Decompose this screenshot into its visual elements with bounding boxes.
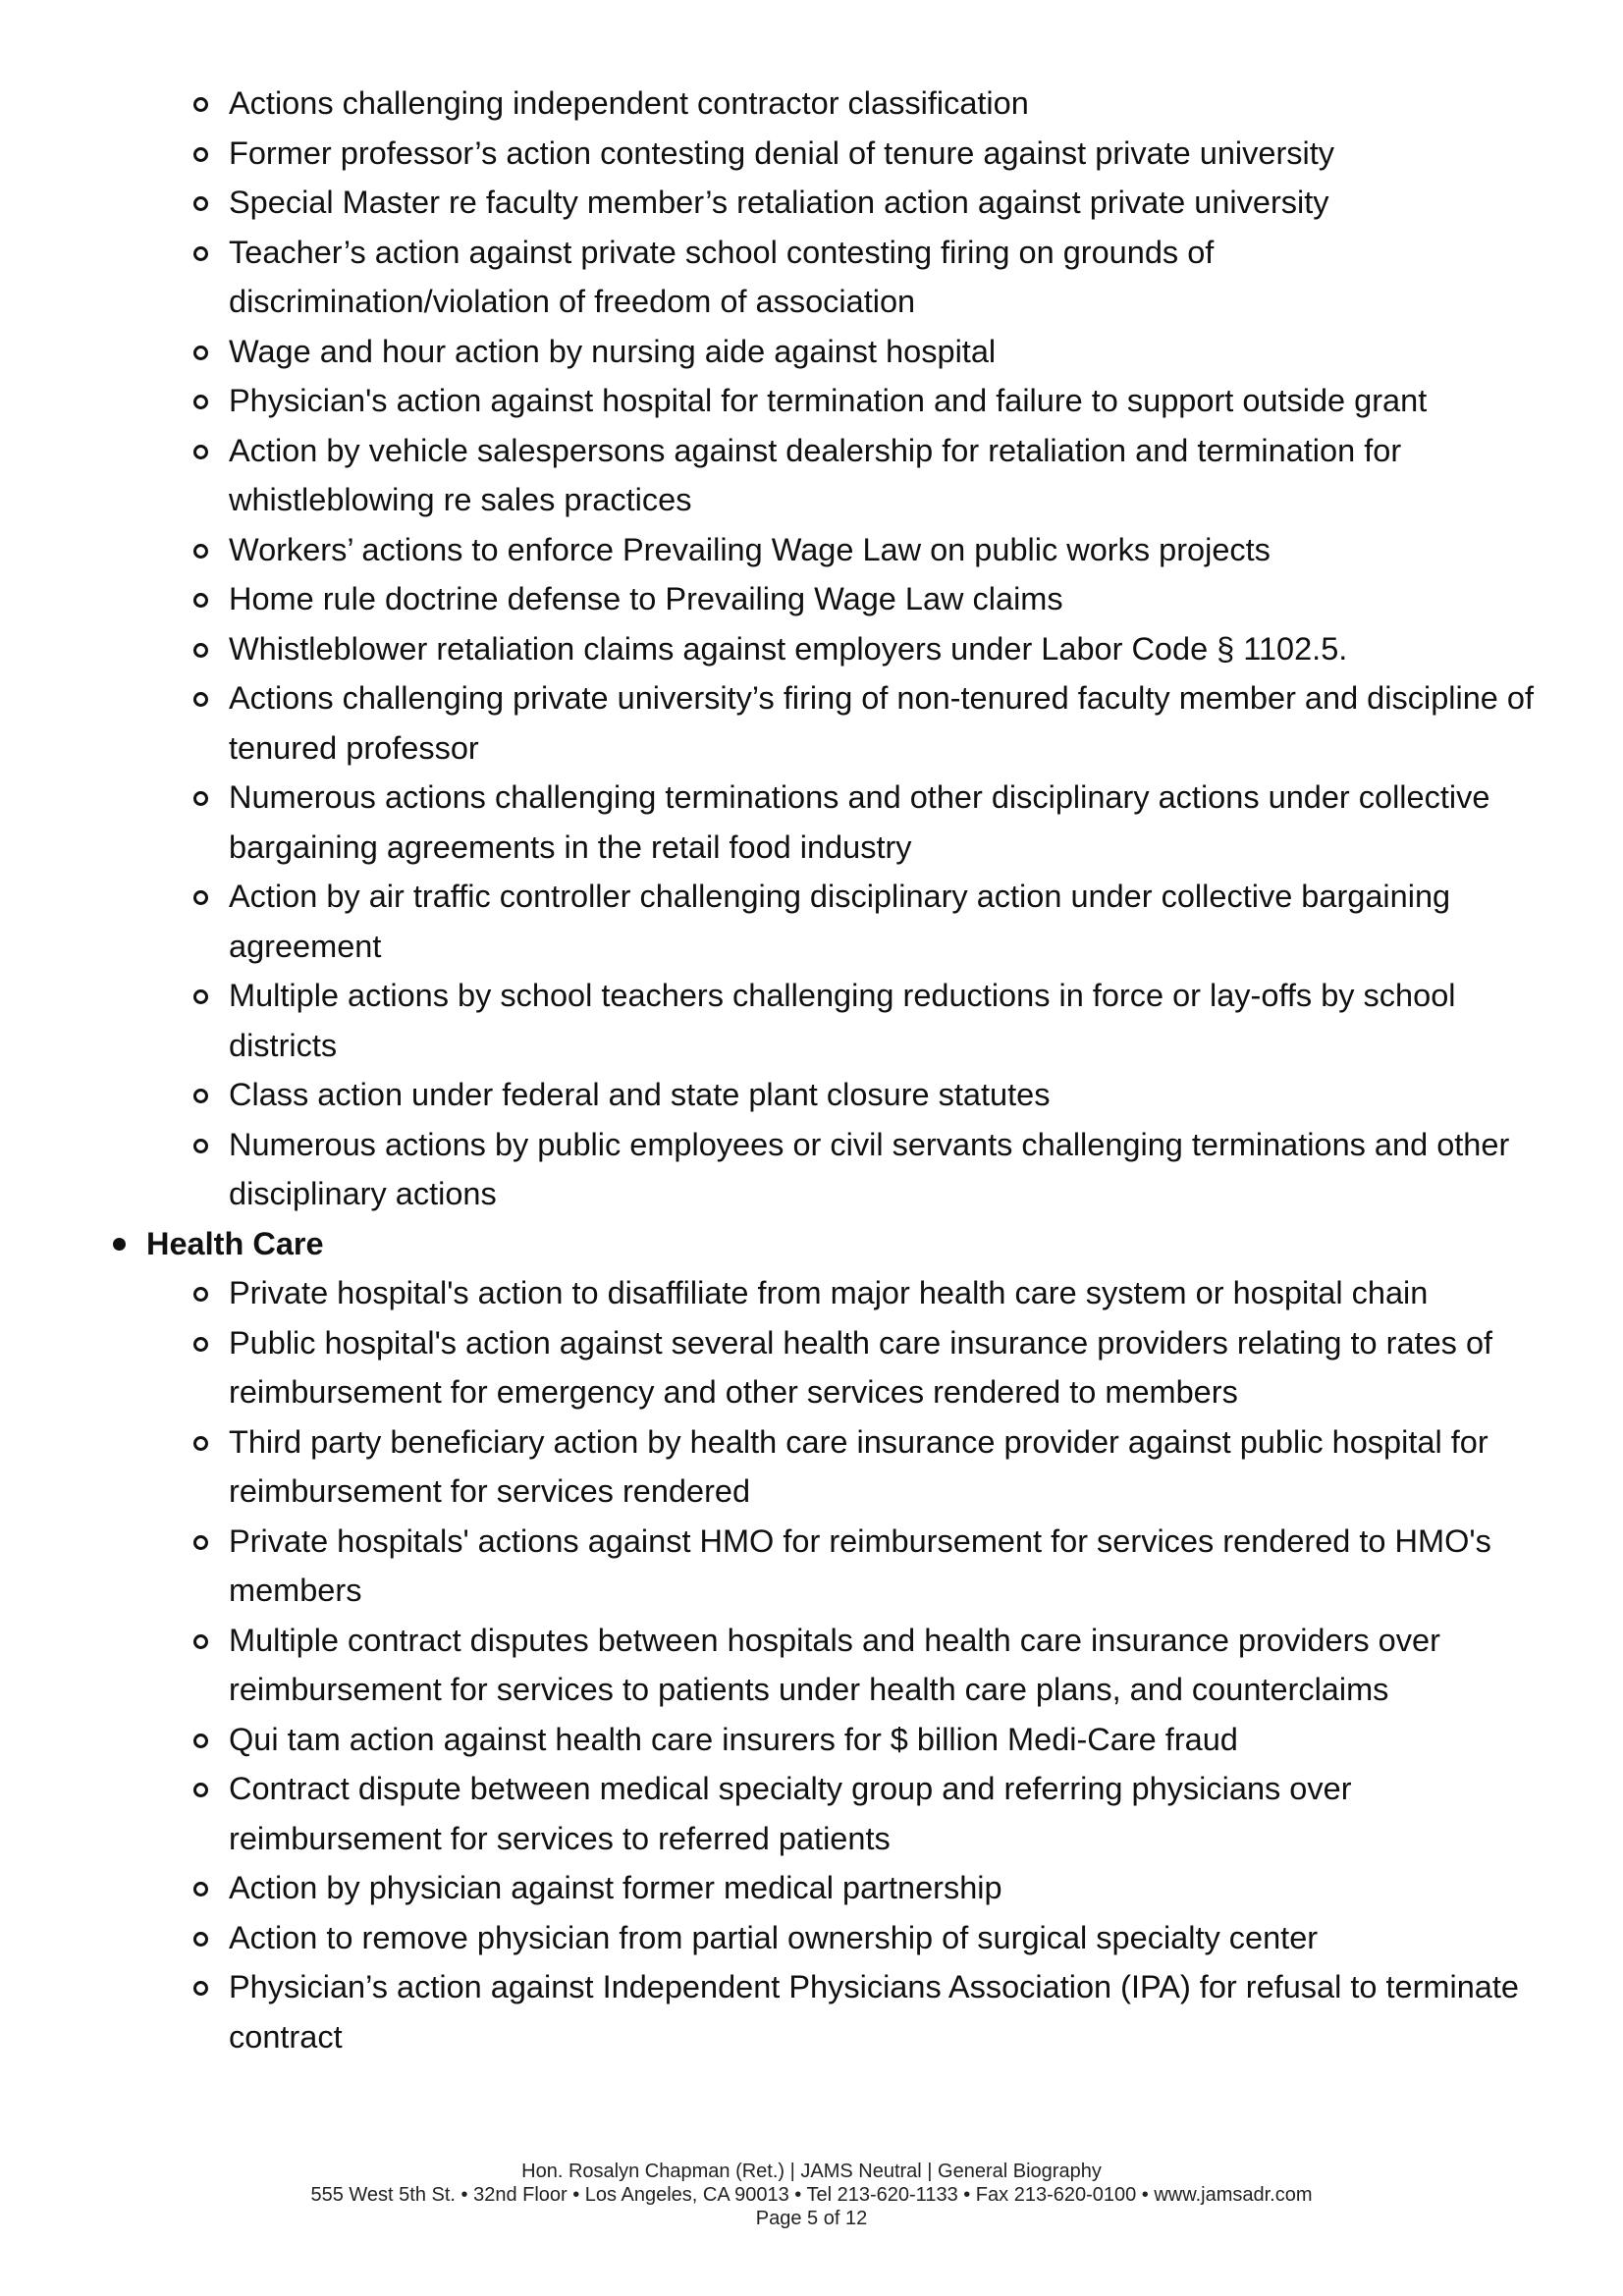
- footer-contact-line: 555 West 5th St. • 32nd Floor • Los Angeles, CA 90013 • Tel 213-620-1133 • Fax 213-620-0100 • www.jamsadr.com: [310, 2184, 1313, 2206]
- list-item: Third party beneficiary action by health care insurance provider against public hospital for reimbursement for services rendered: [0, 1417, 1535, 1517]
- list-item: Special Master re faculty member’s retaliation action against private university: [0, 178, 1535, 228]
- list-item: Teacher’s action against private school contesting firing on grounds of discrimination/violation of freedom of association: [0, 228, 1535, 327]
- list-item: Former professor’s action contesting denial of tenure against private university: [0, 129, 1535, 179]
- list-item: Qui tam action against health care insurers for $ billion Medi-Care fraud: [0, 1715, 1535, 1765]
- list-item: Numerous actions by public employees or civil servants challenging terminations and other disciplinary actions: [0, 1120, 1535, 1219]
- footer-page-number: Page 5 of 12: [755, 2208, 868, 2229]
- list-item: Actions challenging private university’s firing of non-tenured faculty member and discipline of tenured professor: [0, 673, 1535, 773]
- list-item: Class action under federal and state plant closure statutes: [0, 1070, 1535, 1120]
- list-item: Public hospital's action against several health care insurance providers relating to rates of reimbursement for emergency and other services rendered to members: [0, 1318, 1535, 1417]
- list-item: Private hospitals' actions against HMO for reimbursement for services rendered to HMO's members: [0, 1517, 1535, 1616]
- list-item: Numerous actions challenging terminations and other disciplinary actions under collective bargaining agreements in the retail food industry: [0, 773, 1535, 872]
- list-item: Action by air traffic controller challenging disciplinary action under collective bargaining agreement: [0, 872, 1535, 971]
- list-item: Home rule doctrine defense to Prevailing Wage Law claims: [0, 574, 1535, 624]
- footer-biography-line: Hon. Rosalyn Chapman (Ret.) | JAMS Neutral | General Biography: [521, 2161, 1102, 2182]
- list-item: Physician’s action against Independent Physicians Association (IPA) for refusal to terminate contract: [0, 1962, 1535, 2061]
- list-item: Whistleblower retaliation claims against employers under Labor Code § 1102.5.: [0, 624, 1535, 674]
- employment-sublist: [0, 79, 1623, 1219]
- list-item: Action by vehicle salespersons against dealership for retaliation and termination for whistleblowing re sales practices: [0, 426, 1535, 525]
- list-item: Workers’ actions to enforce Prevailing Wage Law on public works projects: [0, 525, 1535, 575]
- list-item: Private hospital's action to disaffiliate from major health care system or hospital chain: [0, 1268, 1535, 1318]
- list-item: Physician's action against hospital for termination and failure to support outside grant: [0, 376, 1535, 426]
- document-body: [0, 79, 1623, 2061]
- page-footer: [0, 2160, 1623, 2230]
- list-item: Multiple actions by school teachers challenging reductions in force or lay-offs by school districts: [0, 971, 1535, 1070]
- health-care-sublist: [0, 1268, 1623, 2061]
- list-item: Action by physician against former medical partnership: [0, 1863, 1535, 1913]
- list-item: Actions challenging independent contractor classification: [0, 79, 1535, 129]
- list-item: Action to remove physician from partial ownership of surgical specialty center: [0, 1913, 1535, 1963]
- list-item: Contract dispute between medical specialty group and referring physicians over reimbursement for services to referred patients: [0, 1764, 1535, 1863]
- list-item: Multiple contract disputes between hospitals and health care insurance providers over reimbursement for services to patients under health care plans, and counterclaims: [0, 1616, 1535, 1715]
- list-item: Wage and hour action by nursing aide against hospital: [0, 327, 1535, 377]
- section-heading-health-care: Health Care: [0, 1219, 1623, 1269]
